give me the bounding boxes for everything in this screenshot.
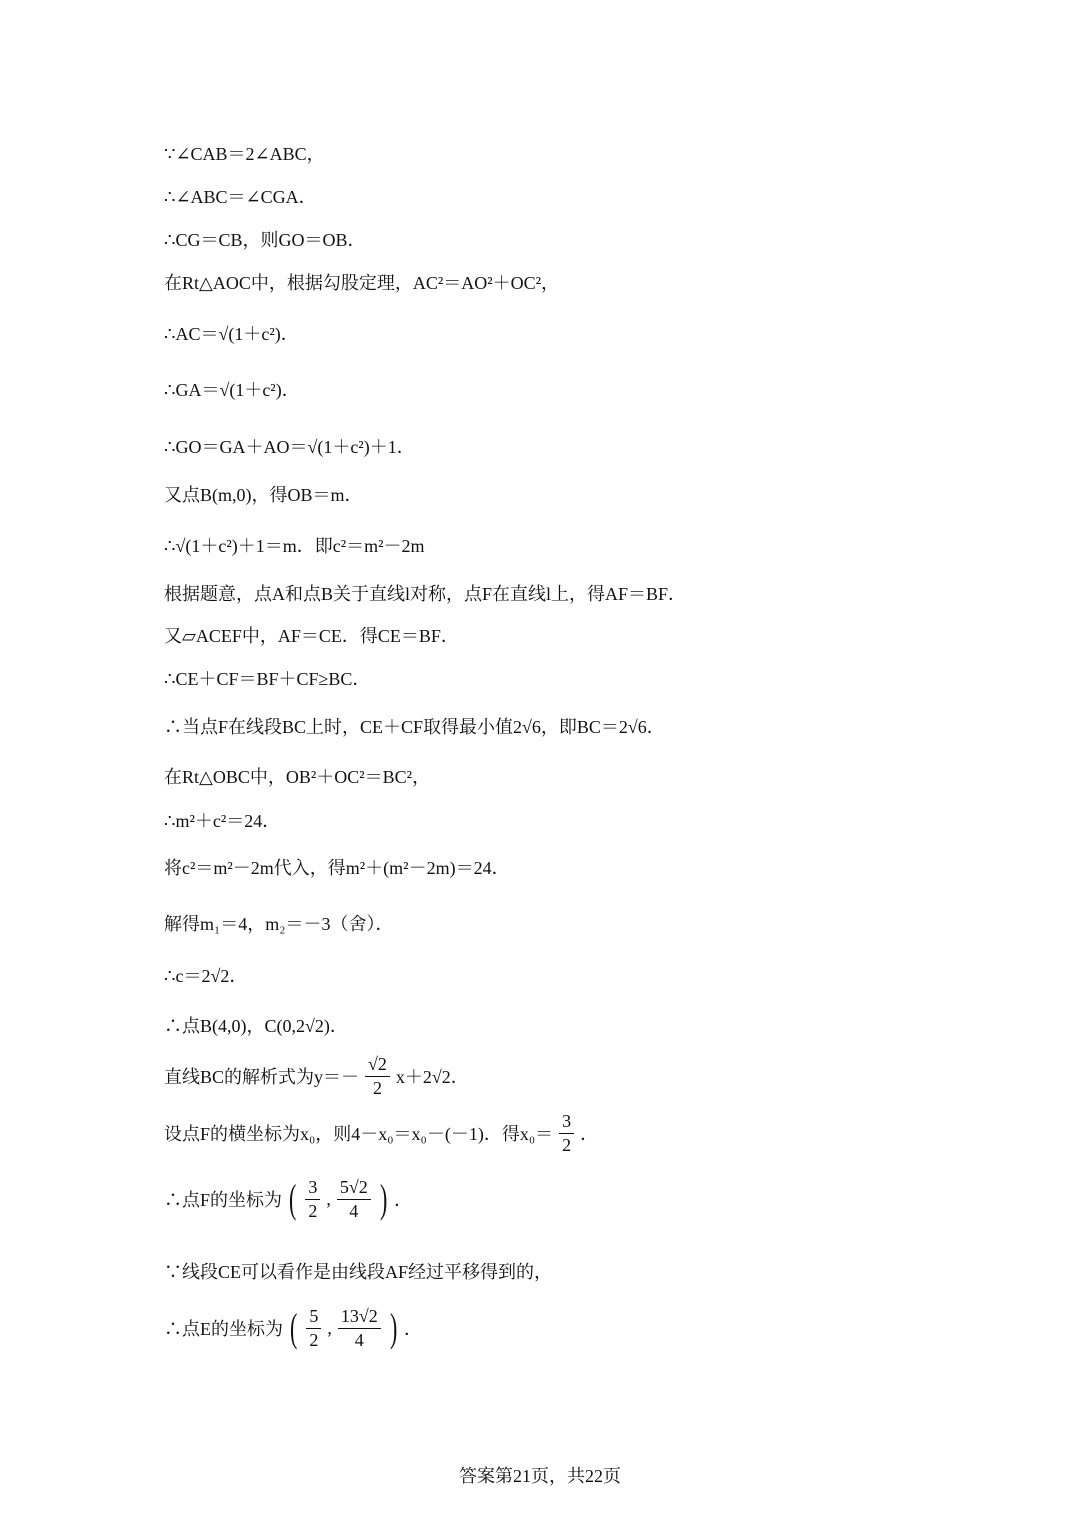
fraction-numerator: 3 <box>305 1178 320 1200</box>
text-line: ∴CG＝CB，则GO＝OB． <box>164 230 366 250</box>
line-bc-equation <box>164 1055 1020 1098</box>
text-line: 在Rt△OBC中，OB²＋OC²＝BC²， <box>164 767 431 787</box>
x0-equation <box>164 1112 1020 1155</box>
text-line: ∴CE＋CF＝BF＋CF≥BC． <box>164 669 371 689</box>
text-line: 又点B(m,0)，得OB＝m． <box>164 485 363 505</box>
fraction-denominator: 2 <box>309 1329 319 1350</box>
text-span: ． <box>394 1190 413 1211</box>
text-line: 解得m₁＝4，m₂＝－3（舍）． <box>164 914 394 934</box>
text-line: 将c²＝m²－2m代入，得m²＋(m²－2m)＝24． <box>164 858 510 878</box>
text-line: ∴当点F在线段BC上时，CE＋CF取得最小值2√6，即BC＝2√6． <box>164 717 665 737</box>
text-line: ∴√(1＋c²)＋1＝m．即c²＝m²－2m <box>164 536 425 556</box>
fraction-numerator: √2 <box>365 1055 390 1077</box>
text-line: ∴c＝2√2． <box>164 966 248 986</box>
fraction <box>306 1307 321 1350</box>
text-span: ∴点F的坐标为 <box>164 1190 283 1211</box>
text-span: ． <box>404 1319 423 1340</box>
fraction <box>337 1178 371 1221</box>
text-line: ∴AC＝√(1＋c²)． <box>164 324 299 344</box>
page-footer: 答案第21页，共22页 <box>459 1466 621 1486</box>
text-span: ． <box>580 1124 599 1145</box>
right-paren: ) <box>389 1305 398 1351</box>
comma: , <box>326 1188 331 1209</box>
text-span: 直线BC的解析式为y＝－ <box>164 1067 360 1088</box>
text-line: 又▱ACEF中，AF＝CE．得CE＝BF． <box>164 626 459 646</box>
fraction-denominator: 2 <box>308 1200 318 1221</box>
f-coordinate <box>164 1178 1020 1221</box>
fraction-numerator: 5 <box>306 1307 321 1329</box>
fraction <box>305 1178 320 1221</box>
e-coordinate <box>164 1307 1020 1350</box>
text-span: 设点F的横坐标为x₀，则4－x₀＝x₀－(－1)．得x₀＝ <box>164 1124 554 1145</box>
text-line: ∴点B(4,0)，C(0,2√2)． <box>164 1016 348 1036</box>
text-line: ∴m²＋c²＝24． <box>164 811 281 831</box>
fraction-numerator: 5√2 <box>337 1178 371 1200</box>
text-line: ∵线段CE可以看作是由线段AF经过平移得到的， <box>164 1262 553 1282</box>
right-paren: ) <box>379 1176 388 1222</box>
fraction-numerator: 3 <box>559 1112 574 1134</box>
fraction-denominator: 4 <box>349 1200 359 1221</box>
fraction <box>559 1112 574 1155</box>
text-line: ∵∠CAB＝2∠ABC， <box>164 144 325 164</box>
comma: , <box>327 1317 332 1338</box>
text-line: ∴GA＝√(1＋c²)． <box>164 380 300 400</box>
fraction-denominator: 2 <box>372 1077 382 1098</box>
text-span: ∴点E的坐标为 <box>164 1319 283 1340</box>
fraction-denominator: 2 <box>562 1134 572 1155</box>
fraction-numerator: 13√2 <box>338 1307 381 1329</box>
text-line: ∴GO＝GA＋AO＝√(1＋c²)＋1． <box>164 437 415 457</box>
left-paren: ( <box>289 1305 298 1351</box>
left-paren: ( <box>289 1176 297 1222</box>
fraction <box>365 1055 390 1098</box>
text-line: 根据题意，点A和点B关于直线l对称，点F在直线l上，得AF＝BF． <box>164 584 687 604</box>
fraction <box>338 1307 381 1350</box>
text-line: ∴∠ABC＝∠CGA． <box>164 187 317 207</box>
text-span: x＋2√2． <box>395 1067 469 1088</box>
fraction-denominator: 4 <box>354 1329 364 1350</box>
text-line: 在Rt△AOC中，根据勾股定理，AC²＝AO²＋OC²， <box>164 273 560 293</box>
